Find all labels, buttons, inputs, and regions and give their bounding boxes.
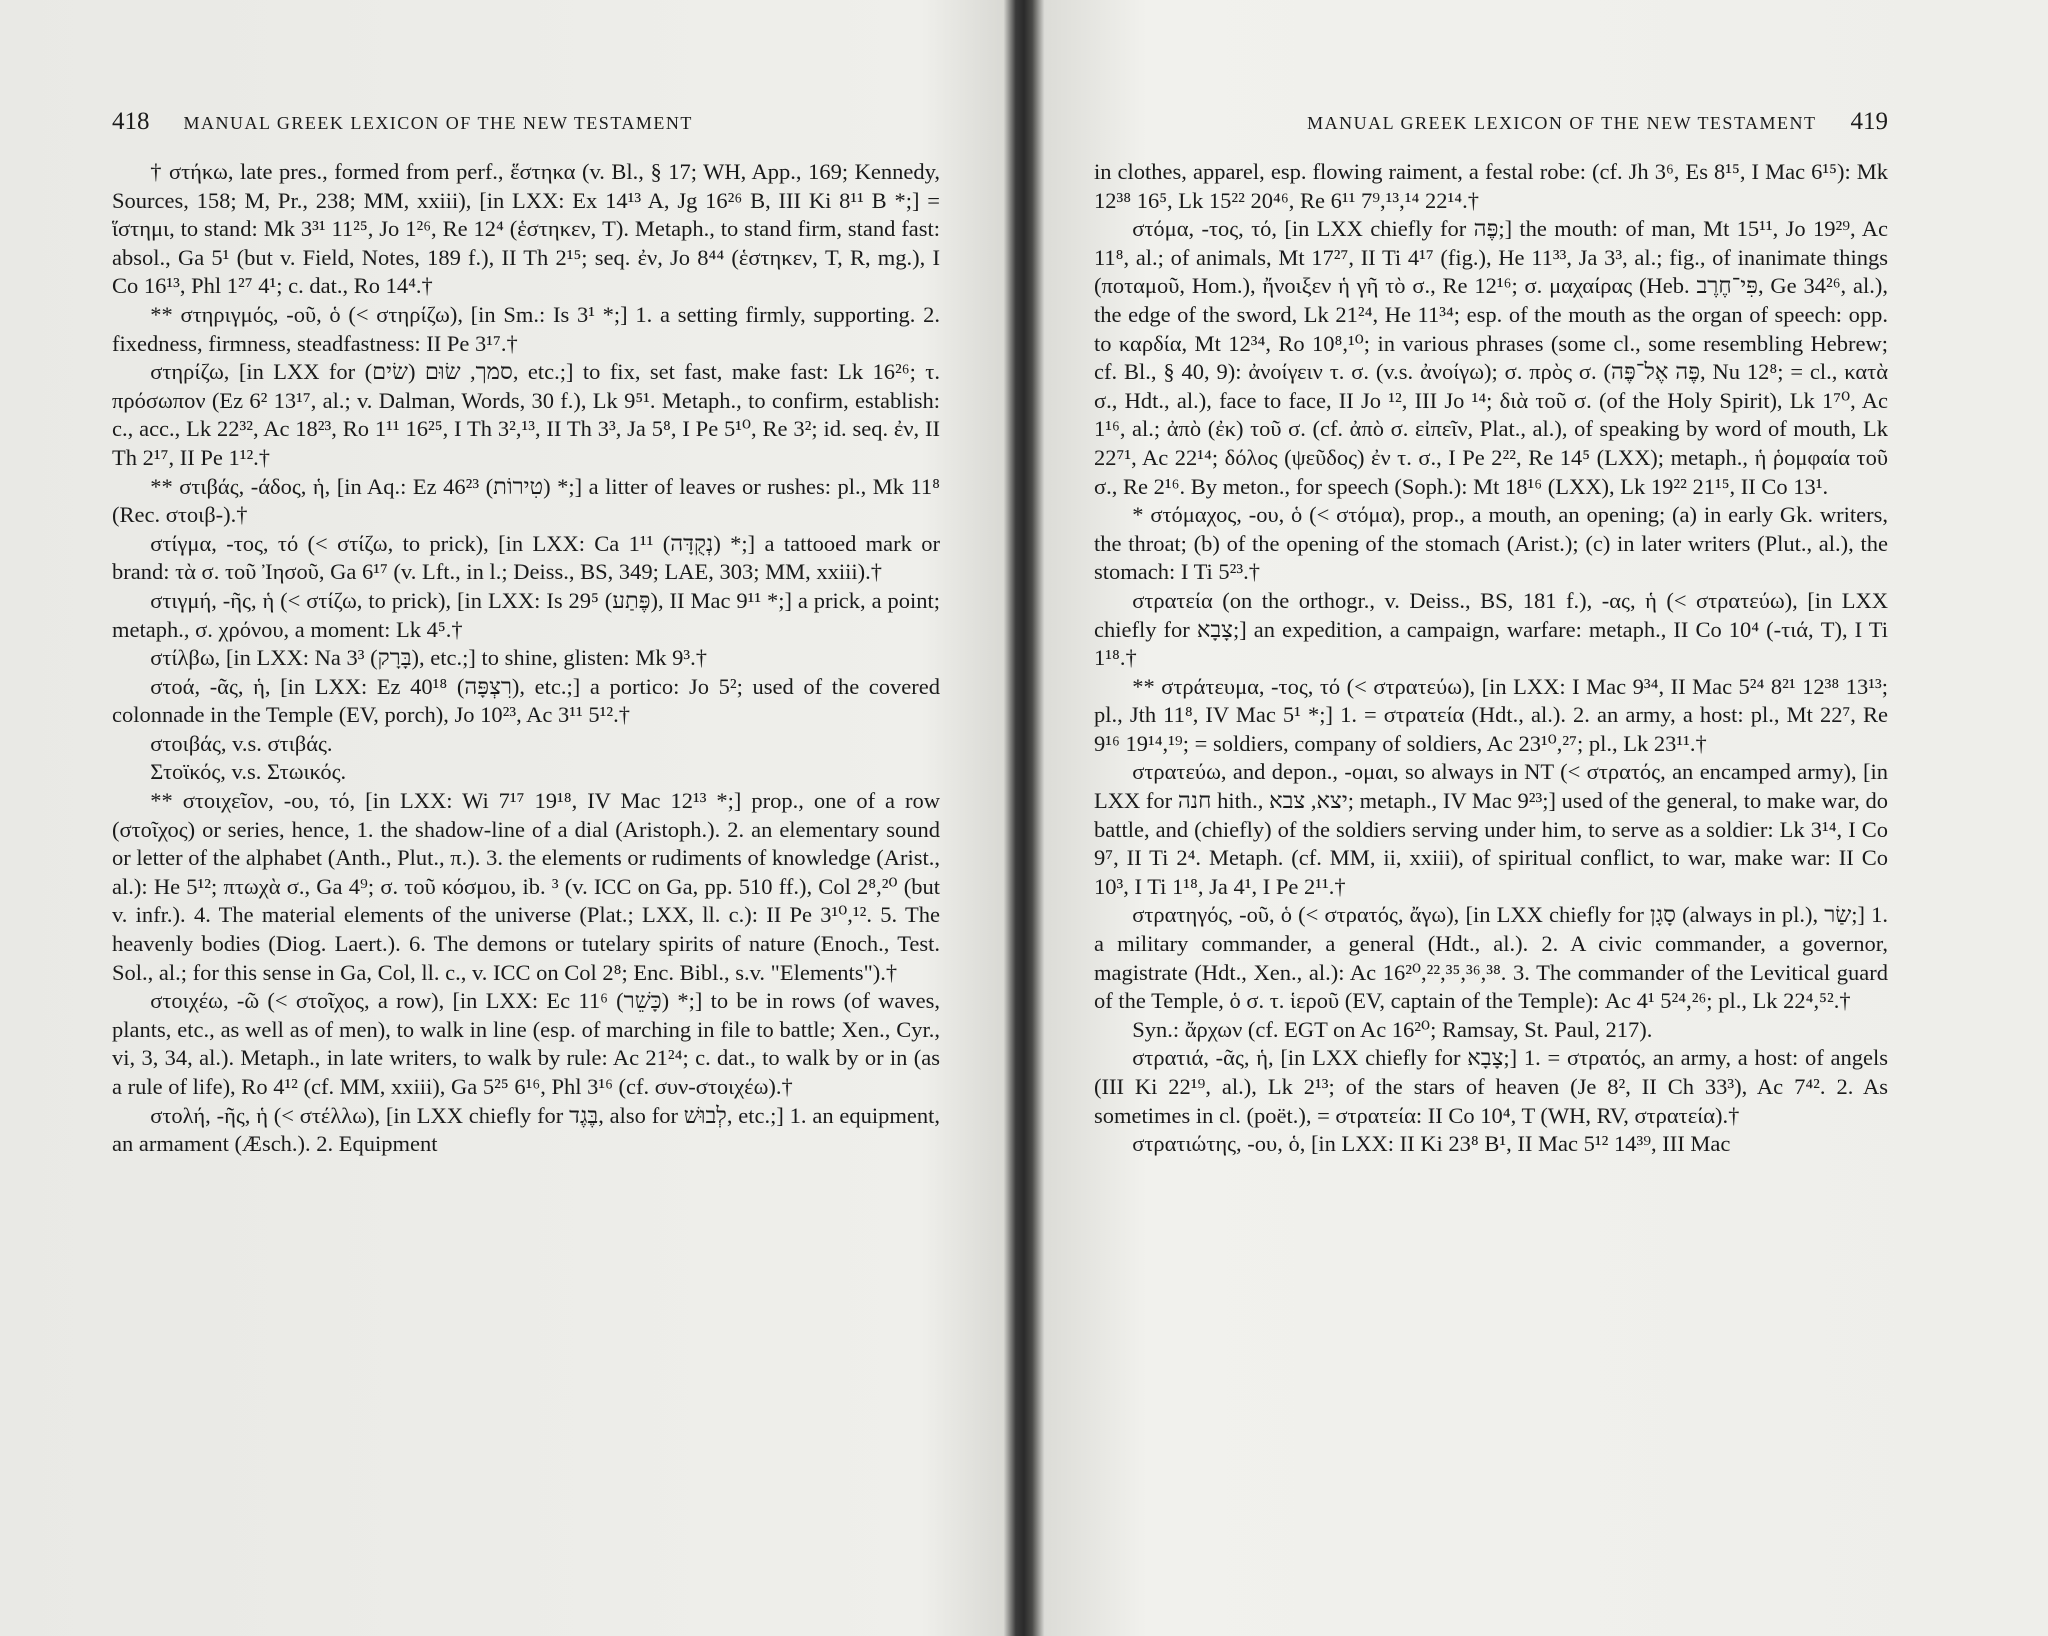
entry-stratiōtēs: στρατιώτης, -ου, ὁ, [in LXX: II Ki 23⁸ B¹, II Mac 5¹² 14³⁹, III Mac (1132, 1131, 1731, 1157)
entry-strateia: στρατεία (on the orthogr., v. Deiss., BS, 181 f.), -ας, ἡ (< στρατεύω), [in LXX chiefly for צָבָא;] an expedition, a campaign, warfare: metaph., II Co 10⁴ (-τιά, T), I Ti 1¹⁸.† (1094, 587, 1888, 671)
entry-stratia: στρατιά, -ᾶς, ἡ, [in LXX chiefly for צָבָא;] 1. = στρατός, an army, a host: of angels (III Ki 22¹⁹, al.), Lk 2¹³; of the stars of heaven (Je 8², II Ch 33³), Ac 7⁴². 2. As sometimes in cl. (poët.), = στρατεία: II Co 10⁴, T (WH, RV, στρατεία).† (1094, 1045, 1888, 1128)
left-page-number: 418 (112, 108, 150, 135)
entry-stomachos: * στόμαχος, -ου, ὁ (< στόμα), prop., a mouth, an opening; (a) in early Gk. writers, the throat; (b) of the opening of the stomach (Arist.); (c) in later writers (Plut., al.), the stomach: I Ti 5²³.† (1094, 502, 1888, 585)
entry-stolē: στολή, -ῆς, ἡ (< στέλλω), [in LXX chiefly for בֶּגֶד, also for לְבוּשׁ, etc.;] 1. an equipment, an armament (Æsch.). 2. Equipment (112, 1102, 941, 1157)
entry-stoicheō: στοιχέω, -ῶ (< στοῖχος, a row), [in LXX: Ec 11⁶ (כָּשֵׁר) *;] to be in rows (of waves, plants, etc., as well as of men), to walk in line (esp. of marching in file to battle; Xen., Cyr., vi, 3, 34, al.). Metaph., in late writers, to walk by rule: Ac 21²⁴; c. dat., to walk by or in (as a rule of life), Ro 4¹² (cf. MM, xxiii), Ga 5²⁵ 6¹⁶, Phl 3¹⁶ (cf. συν-στοιχέω).† (112, 988, 940, 1099)
entry-syn-note: Syn.: ἄρχων (cf. EGT on Ac 16²⁰; Ramsay, St. Paul, 217). (1132, 1016, 1653, 1042)
right-running-header (1094, 108, 1888, 136)
entry-stoa: στοά, -ᾶς, ἡ, [in LXX: Ez 40¹⁸ (רִצְפָּה), etc.;] a portico: Jo 5²; used of the covered colonnade in the Temple (EV, porch), Jo 10²³, Ac 3¹¹ 5¹².† (112, 673, 940, 728)
entry-strateuō: στρατεύω, and depon., -ομαι, so always in NT (< στρατός, an encamped army), [in LXX for חנה hith., יצא, צבא; metaph., IV Mac 9²³;] used of the general, to make war, do battle, and (chiefly) of the soldiers serving under him, to serve as a soldier: Lk 3¹⁴, I Co 9⁷, II Ti 2⁴. Metaph. (cf. MM, ii, xxiii), of spiritual conflict, to war, make war: II Co 10³, I Ti 1¹⁸, Ja 4¹, I Pe 2¹¹.† (1094, 759, 1888, 899)
entry-stolē-continued: in clothes, apparel, esp. flowing raiment, a festal robe: (cf. Jh 3⁶, Es 8¹⁵, I Mac 6¹⁵): Mk 12³⁸ 16⁵, Lk 15²² 20⁴⁶, Re 6¹¹ 7⁹,¹³,¹⁴ 22¹⁴.† (1094, 159, 1888, 213)
entry-strateuma: ** στράτευμα, -τος, τό (< στρατεύω), [in LXX: I Mac 9³⁴, II Mac 5²⁴ 8²¹ 12³⁸ 13¹³; pl., Jth 11⁸, IV Mac 5¹ *;] 1. = στρατεία (Hdt., al.). 2. an army, a host: pl., Mt 22⁷, Re 9¹⁶ 19¹⁴,¹⁹; = soldiers, company of soldiers, Ac 23¹⁰,²⁷; pl., Lk 23¹¹.† (1094, 673, 1888, 756)
entry-stērigmos: ** στηριγμός, -οῦ, ὁ (< στηρίζω), [in Sm.: Is 3¹ *;] 1. a setting firmly, supporting. 2. fixedness, firmness, steadfastness: II Pe 3¹⁷.† (112, 301, 940, 356)
entry-stoikos: Στοϊκός, v.s. Στωικός. (150, 759, 347, 785)
entry-stigmē: στιγμή, -ῆς, ἡ (< στίζω, to prick), [in LXX: Is 29⁵ (פֶּתַע), II Mac 9¹¹ *;] a prick, a point; metaph., σ. χρόνου, a moment: Lk 4⁵.† (112, 587, 940, 642)
entry-stratēgos: στρατηγός, -οῦ, ὁ (< στρατός, ἄγω), [in LXX chiefly for סָגָן (always in pl.), שַׂר;] 1. a military commander, a general (Hdt., al.). 2. A civic commander, a governor, magistrate (Hdt., Xen., al.): Ac 16²⁰,²²,³⁵,³⁶,³⁸. 3. The commander of the Levitical guard of the Temple, ὁ σ. τ. ἱεροῦ (EV, captain of the Temple): Ac 4¹ 5²⁴,²⁶; pl., Lk 22⁴,⁵².† (1094, 902, 1888, 1014)
right-running-head: MANUAL GREEK LEXICON OF THE NEW TESTAMENT (1307, 113, 1817, 133)
left-page-text (112, 158, 940, 1159)
right-page (1024, 0, 2048, 1636)
right-page-text (1094, 158, 1888, 1159)
entry-stibas: ** στιβάς, -άδος, ἡ, [in Aq.: Ez 46²³ (טִירוֹת) *;] a litter of leaves or rushes: pl., Mk 11⁸ (Rec. στοιβ-).† (112, 473, 940, 528)
right-page-number: 419 (1850, 108, 1888, 135)
left-running-head: MANUAL GREEK LEXICON OF THE NEW TESTAMENT (183, 113, 693, 133)
left-running-header (112, 108, 940, 136)
entry-stoicheion: ** στοιχεῖον, -ου, τό, [in LXX: Wi 7¹⁷ 19¹⁸, IV Mac 12¹³ *;] prop., one of a row (στοῖχος) or series, hence, 1. the shadow-line of a dial (Aristoph.). 2. an elementary sound or letter of the alphabet (Anth., Plut., π.). 3. the elements or rudiments of knowledge (Arist., al.): He 5¹²; πτωχὰ σ., Ga 4⁹; σ. τοῦ κόσμου, ib. ³ (v. ICC on Ga, pp. 510 ff.), Col 2⁸,²⁰ (but v. infr.). 4. The material elements of the universe (Plat.; LXX, ll. c.): II Pe 3¹⁰,¹². 5. The heavenly bodies (Diog. Laert.). 6. The demons or tutelary spirits of nature (Enoch., Test. Sol., al.; for this sense in Ga, Col, ll. c., v. ICC on Col 2⁸; Enc. Bibl., s.v. "Elements").† (112, 788, 940, 985)
entry-stekō: † στήκω, late pres., formed from perf., ἕστηκα (v. Bl., § 17; WH, App., 169; Kennedy, Sources, 158; M, Pr., 238; MM, xxiii), [in LXX: Ex 14¹³ A, Jg 16²⁶ B, III Ki 8¹¹ B *;] = ἵστημι, to stand: Mk 3³¹ 11²⁵, Jo 1²⁶, Re 12⁴ (ἑστηκεν, T). Metaph., to stand firm, stand fast: absol., Ga 5¹ (but v. Field, Notes, 189 f.), II Th 2¹⁵; seq. ἐν, Jo 8⁴⁴ (ἑστηκεν, T, R, mg.), I Co 16¹³, Phl 1²⁷ 4¹; c. dat., Ro 14⁴.† (112, 159, 940, 299)
entry-stoibas: στοιβάς, v.s. στιβάς. (150, 730, 333, 756)
entry-stigma: στίγμα, -τος, τό (< στίζω, to prick), [in LXX: Ca 1¹¹ (נְקֻדָּה) *;] a tattooed mark or brand: τὰ σ. τοῦ Ἰησοῦ, Ga 6¹⁷ (v. Lft., in l.; Deiss., BS, 349; LAE, 303; MM, xxiii).† (112, 530, 940, 585)
entry-stoma: στόμα, -τος, τό, [in LXX chiefly for פֶּה;] the mouth: of man, Mt 15¹¹, Jo 19²⁹, Ac 11⁸, al.; of animals, Mt 17²⁷, II Ti 4¹⁷ (fig.), He 11³³, Ja 3³, al.; fig., of inanimate things (ποταμοῦ, Hom.), ἤνοιξεν ἡ γῆ τὸ σ., Re 12¹⁶; σ. μαχαίρας (Heb. פִּי־חֶרֶב, Ge 34²⁶, al.), the edge of the sword, Lk 21²⁴, He 11³⁴; esp. of the mouth as the organ of speech: opp. to καρδία, Mt 12³⁴, Ro 10⁸,¹⁰; in various phrases (some cl., some resembling Hebrew; cf. Bl., § 40, 9): ἀνοίγειν τ. σ. (v.s. ἀνοίγω); σ. πρὸς σ. (פֶּה אֶל־פֶּה, Nu 12⁸; = cl., κατὰ σ., Hdt., al.), face to face, II Jo ¹², III Jo ¹⁴; διὰ τοῦ σ. (of the Holy Spirit), Lk 1⁷⁰, Ac 1¹⁶, al.; ἀπὸ (ἐκ) τοῦ σ. (cf. ἀπὸ σ. εἰπεῖν, Plat., al.), of speaking by word of mouth, Lk 22⁷¹, Ac 22¹⁴; δόλος (ψεῦδος) ἐν τ. σ., I Pe 2²², Re 14⁵ (LXX); metaph., ἡ ῥομφαία τοῦ σ., Re 2¹⁶. By meton., for speech (Soph.): Mt 18¹⁶ (LXX), Lk 19²² 21¹⁵, II Co 13¹. (1094, 216, 1889, 499)
left-page (0, 0, 1010, 1636)
entry-stilbō: στίλβω, [in LXX: Na 3³ (בָּרָק), etc.;] to shine, glisten: Mk 9³.† (150, 645, 708, 671)
entry-stērizō: στηρίζω, [in LXX for סמך, שׂוּם (שׂים), etc.;] to fix, set fast, make fast: Lk 16²⁶; τ. πρόσωπον (Ez 6² 13¹⁷, al.; v. Dalman, Words, 30 f.), Lk 9⁵¹. Metaph., to confirm, establish: c., acc., Lk 22³², Ac 18²³, Ro 1¹¹ 16²⁵, I Th 3²,¹³, II Th 3³, Ja 5⁸, I Pe 5¹⁰, Re 3²; id. seq. ἐν, II Th 2¹⁷, II Pe 1¹².† (112, 359, 940, 470)
